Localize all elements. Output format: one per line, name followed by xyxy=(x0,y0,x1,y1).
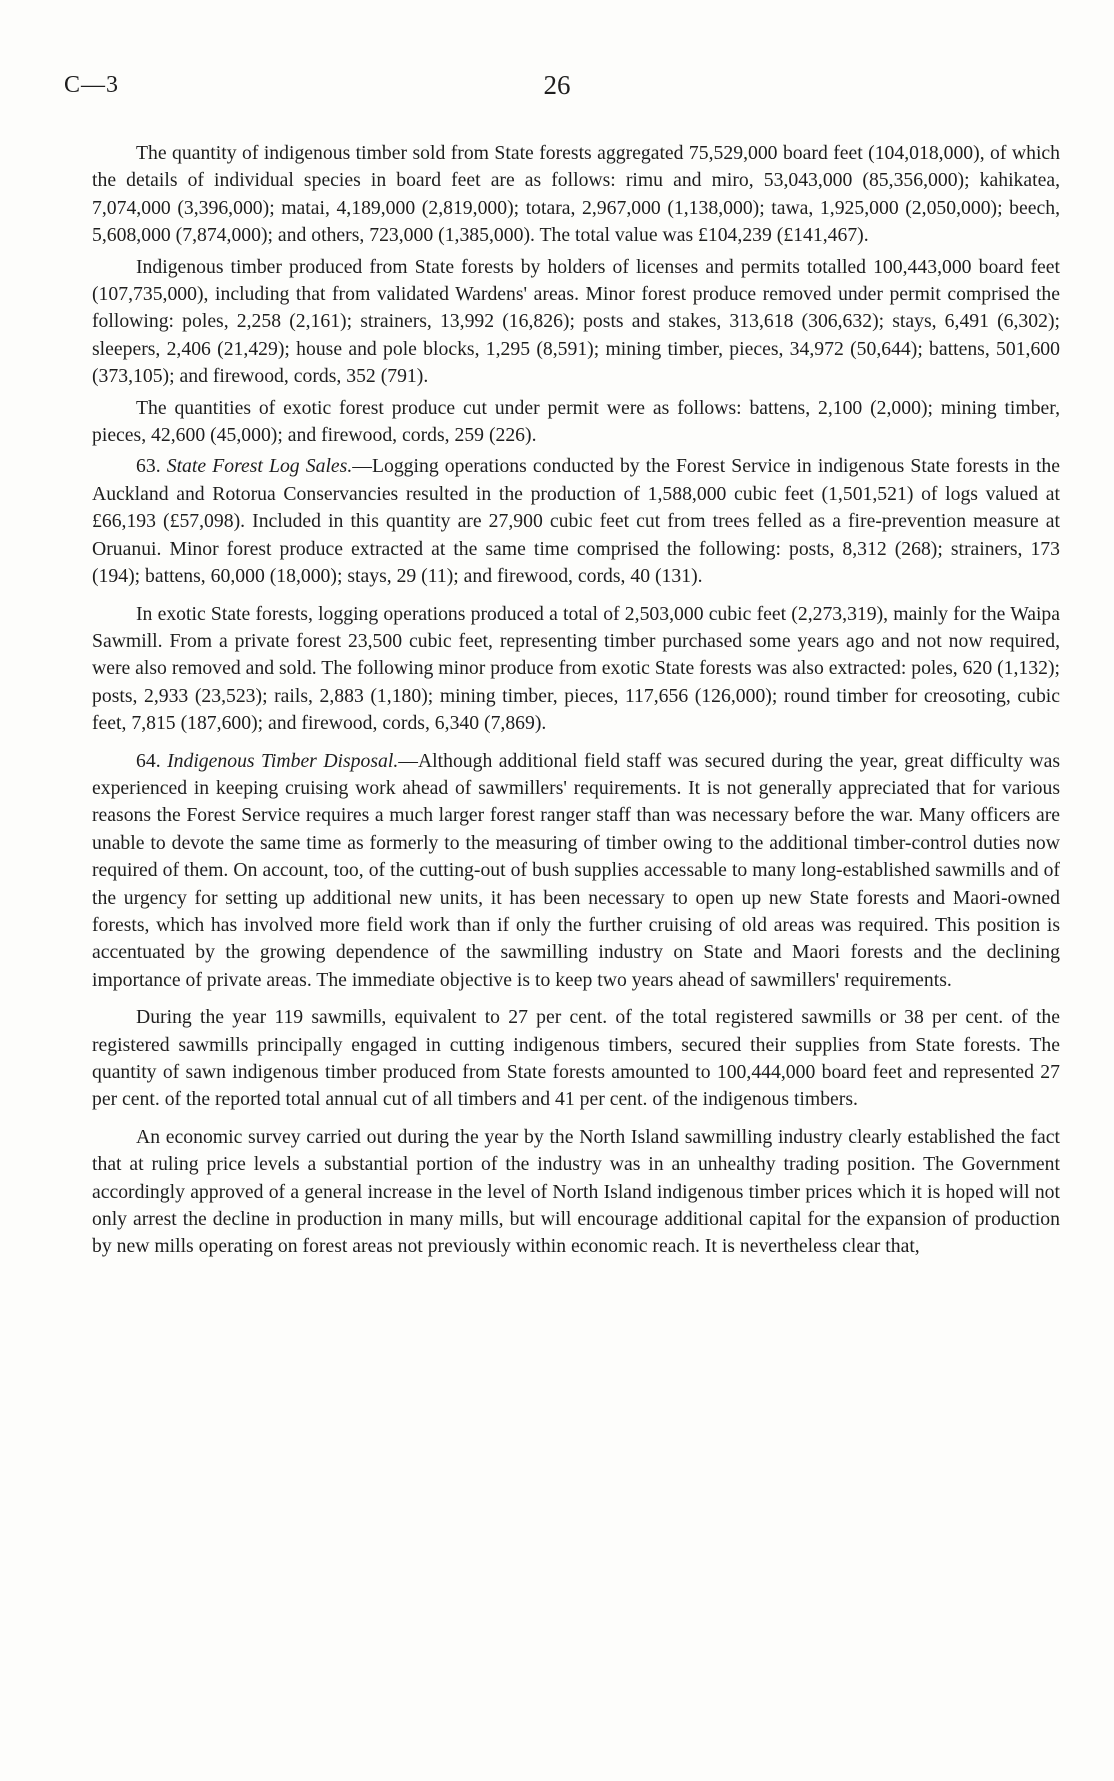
section-number: 64. xyxy=(136,749,168,772)
paragraph-timber-sold: The quantity of indigenous timber sold from State forests aggregated 75,529,000 board feet (104,018,000), of which the details of individual species in board feet are as follows: rimu and miro, 53,043,000 (85,356,000); kahikatea, 7,074,000 (3,396,000); matai, 4,189,000 (2,819,000); totara, 2,967,000 (1,138,000); tawa, 1,925,000 (2,050,000); beech, 5,608,000 (7,874,000); and others, 723,000 (1,385,000). The total value was £104,239 (£141,467). xyxy=(92,142,1060,247)
paragraph-sawmills: During the year 119 sawmills, equivalent to 27 per cent. of the total registered sawmills or 38 per cent. of the registered sawmills principally engaged in cutting indigenous timbers, secured their supplies from State forests. The quantity of sawn indigenous timber produced from State forests amounted to 100,444,000 board feet and represented 27 per cent. of the reported total annual cut of all timbers and 41 per cent. of the indigenous timbers. xyxy=(92,1006,1060,1111)
paragraph-exotic-produce: The quantities of exotic forest produce cut under permit were as follows: battens, 2,100 (2,000); mining timber, pieces, 42,600 (45,000); and firewood, cords, 259 (226). xyxy=(92,396,1060,447)
section-title-log-sales: State Forest Log Sales. xyxy=(166,455,353,478)
section-title-timber-disposal: Indigenous Timber Disposal. xyxy=(167,749,399,772)
paragraph-licenses-permits: Indigenous timber produced from State forests by holders of licenses and permits totalled 100,443,000 board feet (107,735,000), including that from validated Wardens' areas. Minor forest produce removed under permit comprised the following: poles, 2,258 (2,161); strainers, 13,992 (16,826); posts and stakes, 313,618 (306,632); stays, 6,491 (6,302); sleepers, 2,406 (21,429); house and pole blocks, 1,295 (8,591); mining timber, pieces, 34,972 (50,644); battens, 501,600 (373,105); and firewood, cords, 352 (791). xyxy=(92,255,1060,388)
paragraph-exotic-logging: In exotic State forests, logging operations produced a total of 2,503,000 cubic feet (2,273,319), mainly for the Waipa Sawmill. From a private forest 23,500 cubic feet, representing timber purchased some years ago and not now required, were also removed and sold. The following minor produce from exotic State forests was also extracted: poles, 620 (1,132); posts, 2,933 (23,523); rails, 2,883 (1,180); mining timber, pieces, 117,656 (126,000); round timber for creosoting, cubic feet, 7,815 (187,600); and firewood, cords, 6,340 (7,869). xyxy=(92,602,1060,735)
section-text: —Logging operations conducted by the Forest Service in indigenous State forests in the Auckland and Rotorua Conservancies resulted in the production of 1,588,000 cubic feet (1,501,521) of logs valued at £66,193 (£57,098). Included in this quantity are 27,900 cubic feet cut from trees felled as a fire-prevention measure at Oruanui. Minor forest produce extracted at the same time comprised the following: posts, 8,312 (268); strainers, 173 (194); battens, 60,000 (18,000); stays, 29 (11); and firewood, cords, 40 (131). xyxy=(92,455,1060,588)
document-code: C—3 xyxy=(64,72,120,98)
body-text xyxy=(92,140,1060,1265)
page-number: 26 xyxy=(543,70,571,100)
paragraph-log-sales xyxy=(92,453,1060,590)
paragraph-timber-disposal xyxy=(92,748,1060,995)
paragraph-economic-survey: An economic survey carried out during the year by the North Island sawmilling industry clearly established the fact that at ruling price levels a substantial portion of the industry was in an unhealthy trading position. The Government accordingly approved of a general increase in the level of North Island indigenous timber prices which it is hoped will not only arrest the decline in production in many mills, but will encourage additional capital for the expansion of production by new mills operating on forest areas not previously within economic reach. It is nevertheless clear that, xyxy=(92,1125,1060,1258)
section-number: 63. xyxy=(136,455,167,478)
section-text: —Although additional field staff was secured during the year, great difficulty was experienced in keeping cruising work ahead of sawmillers' requirements. It is not generally appreciated that for various reasons the Forest Service requires a much larger forest ranger staff than was necessary before the war. Many officers are unable to devote the same time as formerly to the measuring of timber owing to the additional timber-control duties now required of them. On account, too, of the cutting-out of bush supplies accessable to many long-established sawmills and of the urgency for setting up additional new units, it has been necessary to open up new State forests and Maori-owned forests, which has involved more field work than if only the further cruising of old areas was required. This position is accentuated by the growing dependence of the sawmilling industry on State and Maori forests and the declining importance of private areas. The immediate objective is to keep two years ahead of sawmillers' requirements. xyxy=(92,749,1061,991)
